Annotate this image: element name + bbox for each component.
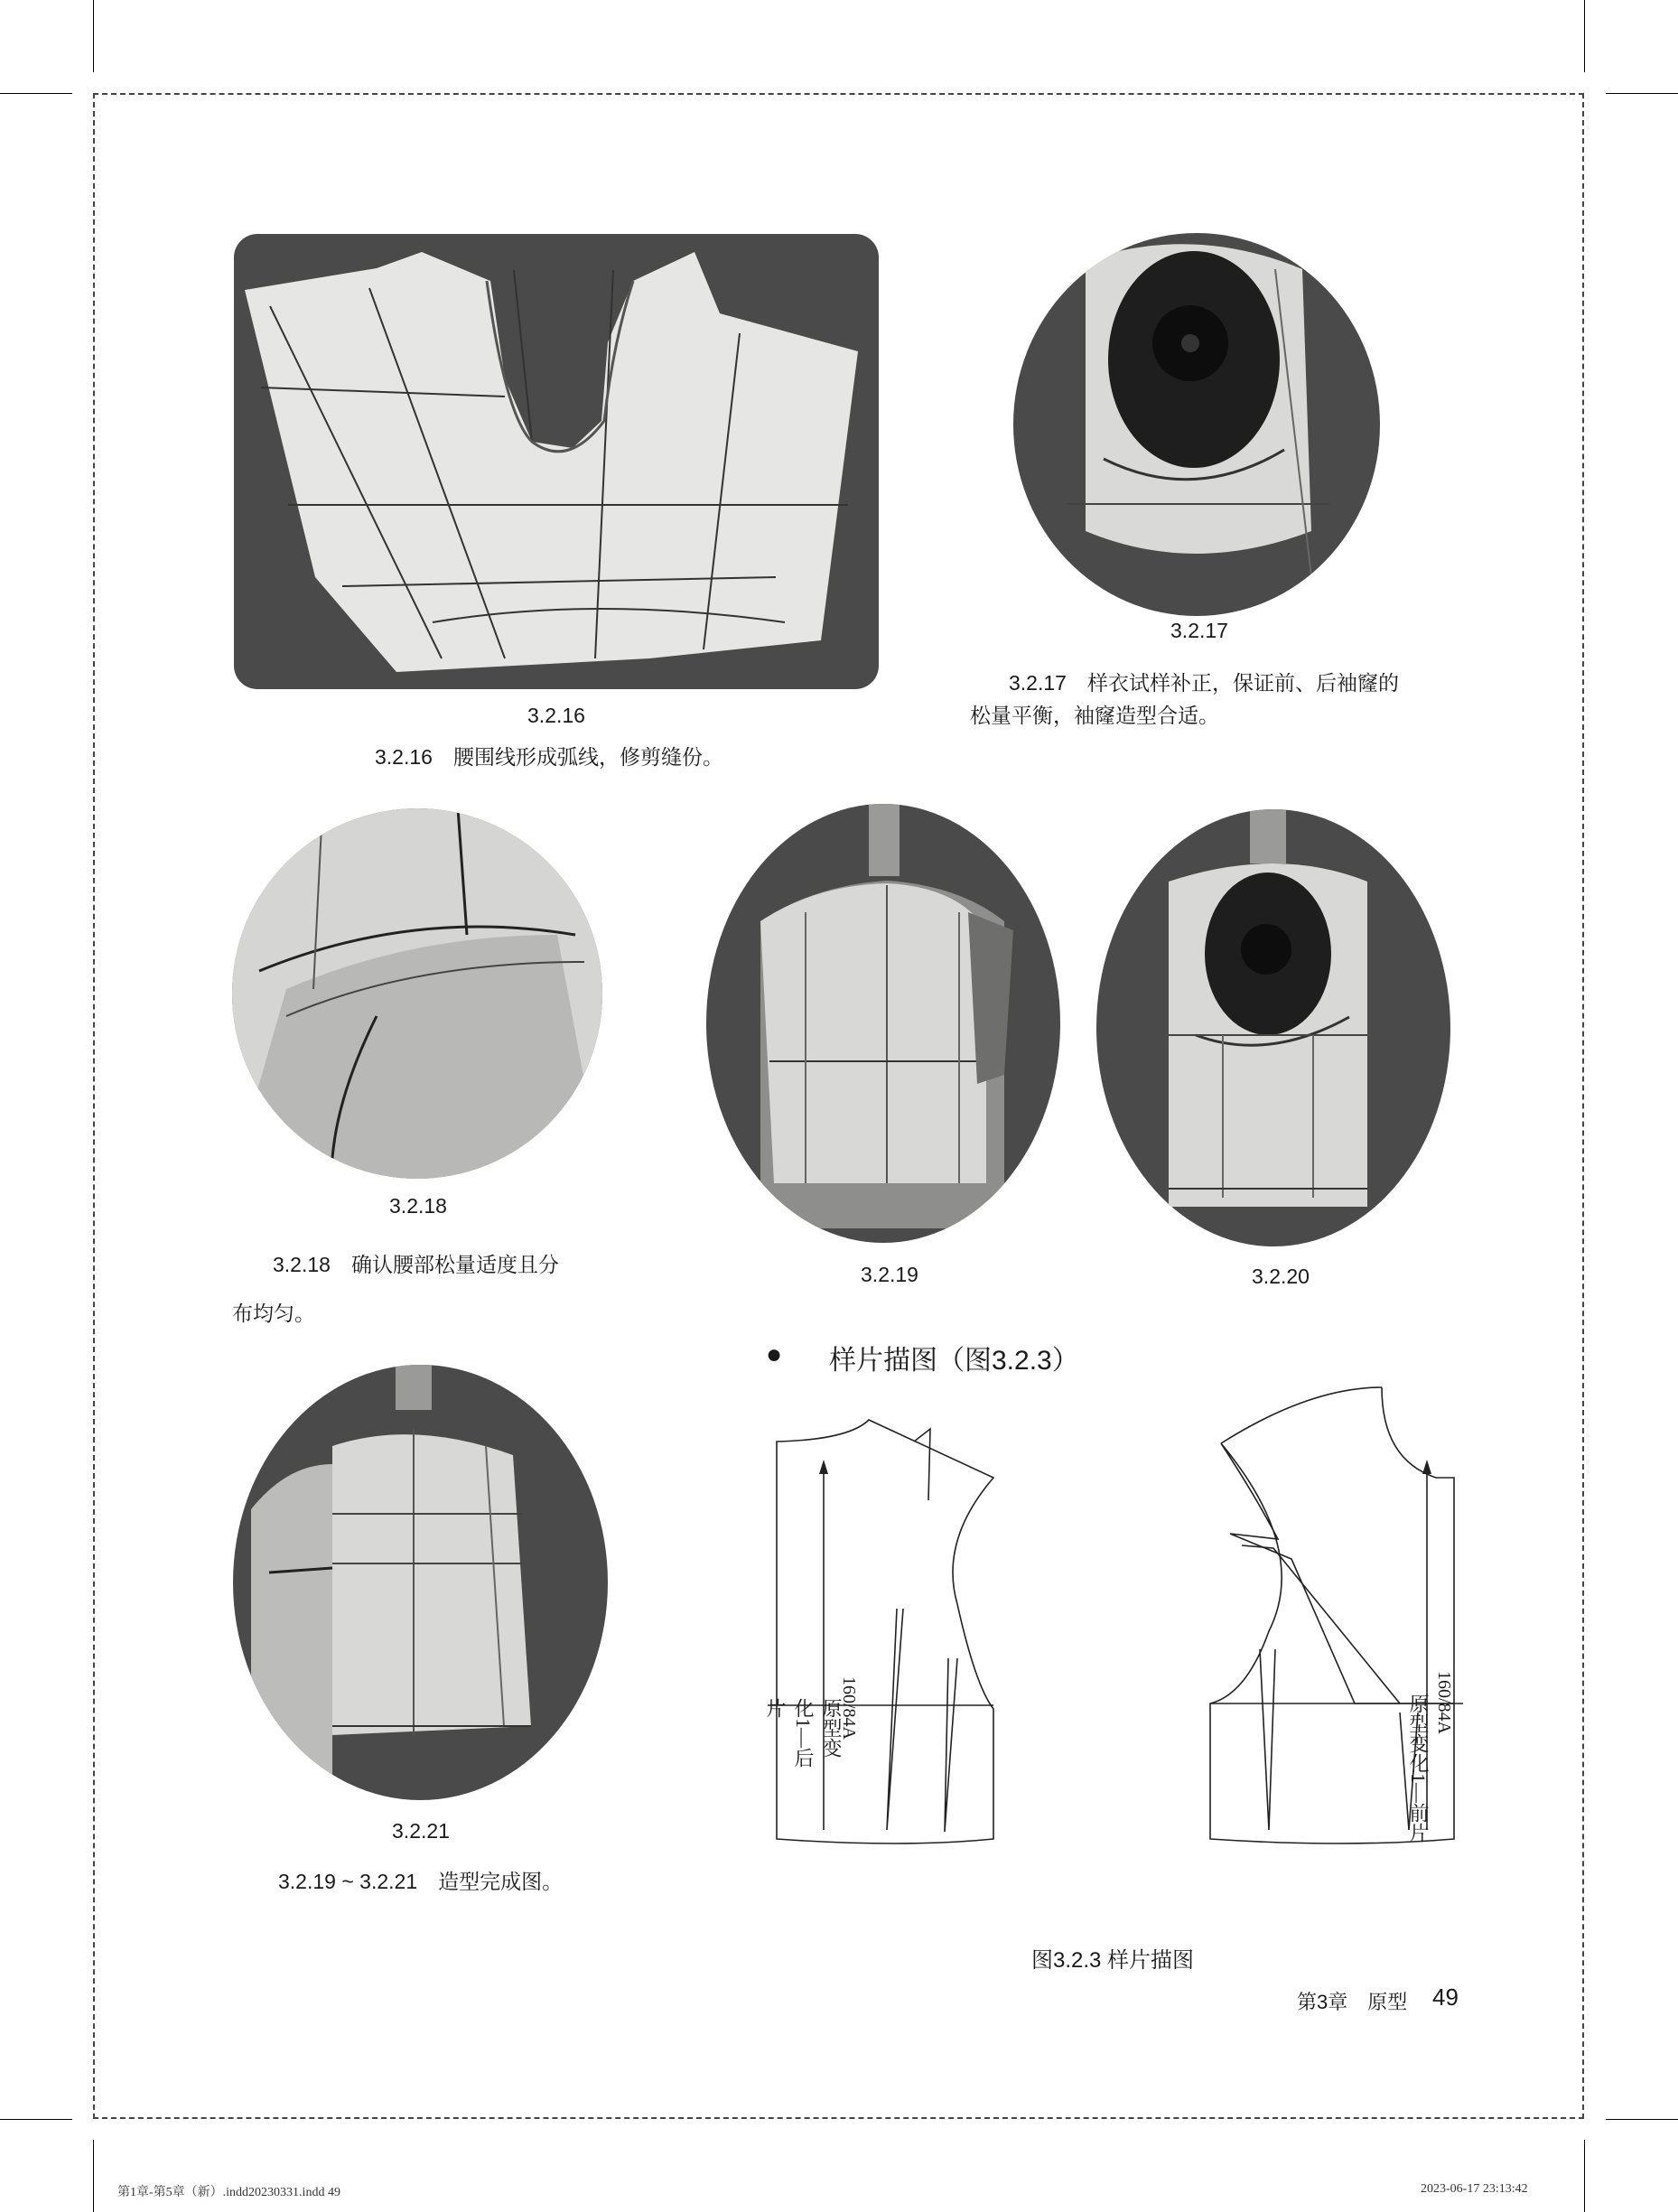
figure-3-2-19-photo xyxy=(706,804,1060,1243)
section-bullet: ● xyxy=(766,1339,783,1369)
pattern-front-size: 160/84A xyxy=(1434,1671,1454,1734)
page-number: 49 xyxy=(1432,1983,1459,2011)
crop-mark xyxy=(93,0,94,72)
crop-mark xyxy=(1606,93,1678,94)
figure-caption: 3.2.17 样衣试样补正，保证前、后袖窿的 xyxy=(1009,671,1399,695)
pattern-drawing xyxy=(768,1387,1463,1658)
section-heading: 样片描图（图3.2.3） xyxy=(829,1346,1079,1376)
figure-number: 3.2.17 xyxy=(1170,619,1228,642)
crop-mark xyxy=(93,2140,94,2212)
figure-number: 3.2.20 xyxy=(1252,1265,1310,1288)
slug-filename: 第1章-第5章（新）.indd20230331.indd 49 xyxy=(117,2186,340,2199)
crop-mark xyxy=(1584,0,1585,72)
crop-mark xyxy=(0,93,72,94)
figure-3-2-21-photo xyxy=(233,1365,608,1800)
running-footer-chapter: 第3章 原型 xyxy=(1297,1991,1408,2013)
pattern-back-label: 原型变化1—后片 xyxy=(764,1698,843,1768)
figure-caption: 布均匀。 xyxy=(232,1302,315,1325)
pattern-front-label: 原型变化1—前片 xyxy=(1407,1694,1430,1843)
figure-3-2-16-photo xyxy=(234,234,879,689)
crop-mark xyxy=(1584,2140,1585,2212)
figure-3-2-18-photo xyxy=(232,808,602,1179)
figure-number: 3.2.21 xyxy=(392,1819,450,1843)
figure-number: 3.2.19 xyxy=(861,1263,918,1286)
pattern-back-size: 160/84A xyxy=(839,1676,859,1740)
crop-mark xyxy=(1606,2119,1678,2120)
figure-caption: 3.2.16 腰围线形成弧线，修剪缝份。 xyxy=(375,745,723,769)
figure-number: 3.2.16 xyxy=(527,704,585,727)
figure-caption: 3.2.18 确认腰部松量适度且分 xyxy=(273,1253,559,1276)
figure-3-2-17-photo xyxy=(1013,233,1380,616)
crop-mark xyxy=(0,2119,72,2120)
figure-3-2-20-photo xyxy=(1096,809,1450,1246)
figure-caption: 图3.2.3 样片描图 xyxy=(1031,1948,1195,1973)
figure-number: 3.2.18 xyxy=(389,1194,447,1218)
figure-caption: 3.2.19 ~ 3.2.21 造型完成图。 xyxy=(278,1870,564,1893)
slug-timestamp: 2023-06-17 23:13:42 xyxy=(1421,2182,1528,2196)
figure-caption: 松量平衡，袖窿造型合适。 xyxy=(970,704,1219,727)
